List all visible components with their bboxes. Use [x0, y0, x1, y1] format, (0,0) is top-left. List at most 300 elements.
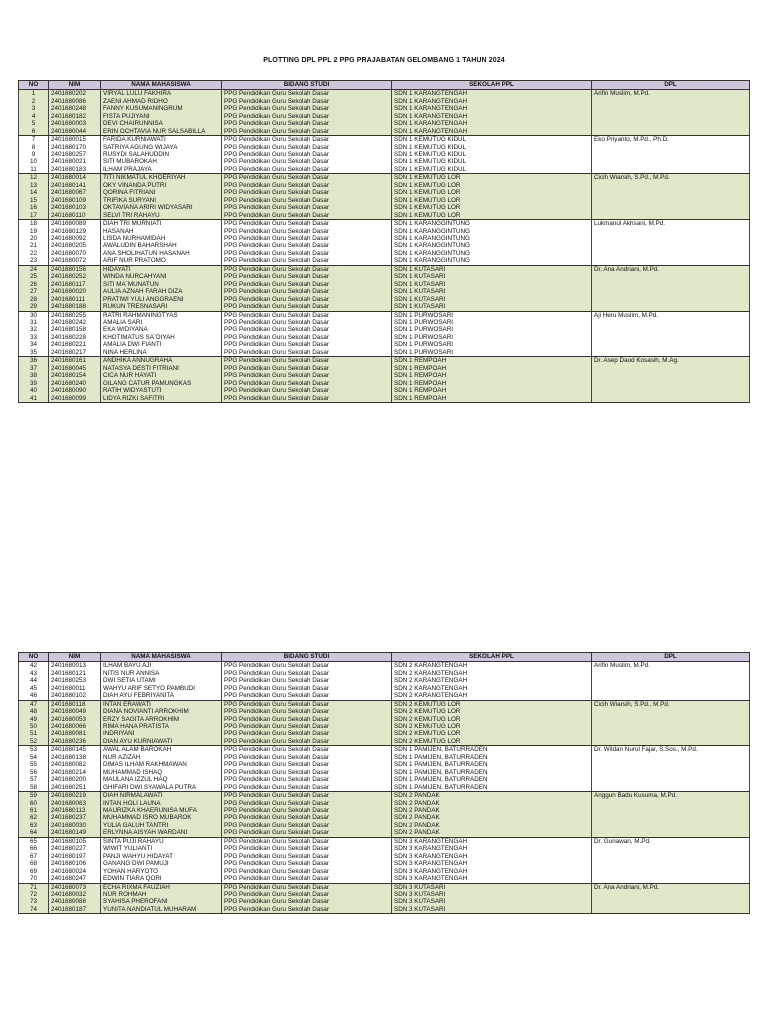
cell-nama-mahasiswa: FISTA PUJIYANI: [101, 113, 222, 120]
cell-nim: 2401680118: [49, 700, 101, 708]
cell-nim: 2401680032: [49, 891, 101, 898]
cell-bidang-studi: PPG Pendidikan Guru Sekolah Dasar: [222, 296, 392, 303]
cell-nim: 2401680129: [49, 228, 101, 235]
cell-nama-mahasiswa: SATRIYA AGUNG WIJAYA: [101, 144, 222, 151]
table-row: [19, 792, 750, 800]
cell-sekolah-ppl: SDN 1 KUTASARI: [392, 265, 592, 273]
cell-no: 39: [19, 380, 49, 387]
cell-nim: 2401680030: [49, 822, 101, 829]
cell-no: 50: [19, 723, 49, 730]
cell-dpl: Cicih Wiarsih, S.Pd., M.Pd.: [592, 174, 750, 220]
cell-bidang-studi: PPG Pendidikan Guru Sekolah Dasar: [222, 158, 392, 165]
cell-nama-mahasiswa: MAULANA IZZUL HAQ: [101, 776, 222, 783]
cell-bidang-studi: PPG Pendidikan Guru Sekolah Dasar: [222, 814, 392, 821]
table-row: [19, 883, 750, 891]
cell-no: 19: [19, 228, 49, 235]
cell-nim: 2401680110: [49, 212, 101, 220]
cell-bidang-studi: PPG Pendidikan Guru Sekolah Dasar: [222, 257, 392, 265]
cell-dpl: Dr. Wildan Nurul Fajar, S.Sos., M.Pd.: [592, 746, 750, 792]
cell-no: 21: [19, 242, 49, 249]
cell-nama-mahasiswa: WINDA NURCAHYANI: [101, 273, 222, 280]
cell-bidang-studi: PPG Pendidikan Guru Sekolah Dasar: [222, 883, 392, 891]
cell-bidang-studi: PPG Pendidikan Guru Sekolah Dasar: [222, 273, 392, 280]
cell-sekolah-ppl: SDN 3 KUTASARI: [392, 891, 592, 898]
cell-nim: 2401680182: [49, 113, 101, 120]
cell-sekolah-ppl: SDN 1 PAMIJEN, BATURRADEN: [392, 769, 592, 776]
cell-nim: 2401680090: [49, 387, 101, 394]
cell-bidang-studi: PPG Pendidikan Guru Sekolah Dasar: [222, 204, 392, 211]
cell-no: 7: [19, 136, 49, 144]
cell-bidang-studi: PPG Pendidikan Guru Sekolah Dasar: [222, 761, 392, 768]
header-nama-mahasiswa: NAMA MAHASISWA: [101, 653, 222, 662]
cell-bidang-studi: PPG Pendidikan Guru Sekolah Dasar: [222, 769, 392, 776]
cell-sekolah-ppl: SDN 1 PURWOSARI: [392, 311, 592, 319]
cell-bidang-studi: PPG Pendidikan Guru Sekolah Dasar: [222, 113, 392, 120]
cell-bidang-studi: PPG Pendidikan Guru Sekolah Dasar: [222, 784, 392, 792]
cell-sekolah-ppl: SDN 1 KEMUTUG KIDUL: [392, 158, 592, 165]
cell-no: 5: [19, 120, 49, 127]
cell-dpl: Dr. Gunawan, M.Pd.: [592, 837, 750, 883]
cell-bidang-studi: PPG Pendidikan Guru Sekolah Dasar: [222, 166, 392, 174]
cell-nama-mahasiswa: ZAENI AHMAD RIDHO: [101, 98, 222, 105]
cell-nim: 2401680221: [49, 341, 101, 348]
cell-nama-mahasiswa: NUR ROHMAH: [101, 891, 222, 898]
cell-sekolah-ppl: SDN 2 KEMUTUG LOR: [392, 723, 592, 730]
cell-bidang-studi: PPG Pendidikan Guru Sekolah Dasar: [222, 685, 392, 692]
cell-no: 26: [19, 281, 49, 288]
cell-sekolah-ppl: SDN 3 KARANGTENGAH: [392, 853, 592, 860]
cell-nim: 2401680066: [49, 723, 101, 730]
cell-sekolah-ppl: SDN 1 KARANGTENGAH: [392, 90, 592, 98]
cell-bidang-studi: PPG Pendidikan Guru Sekolah Dasar: [222, 380, 392, 387]
cell-bidang-studi: PPG Pendidikan Guru Sekolah Dasar: [222, 906, 392, 914]
header-dpl: DPL: [592, 81, 750, 90]
cell-nama-mahasiswa: AMALIA SARI: [101, 319, 222, 326]
cell-sekolah-ppl: SDN 1 KARANGTENGAH: [392, 113, 592, 120]
cell-nama-mahasiswa: VIRYAL LULU FAKHIRA: [101, 90, 222, 98]
cell-no: 73: [19, 898, 49, 905]
cell-nama-mahasiswa: SELVI TRI RAHAYU: [101, 212, 222, 220]
cell-sekolah-ppl: SDN 1 PURWOSARI: [392, 326, 592, 333]
cell-nim: 2401680214: [49, 769, 101, 776]
cell-nim: 2401680251: [49, 784, 101, 792]
cell-nama-mahasiswa: LISDA NURHAMIDAH: [101, 235, 222, 242]
cell-no: 53: [19, 746, 49, 754]
cell-no: 68: [19, 860, 49, 867]
table-header-row: [19, 81, 750, 90]
cell-nim: 2401680170: [49, 144, 101, 151]
cell-bidang-studi: PPG Pendidikan Guru Sekolah Dasar: [222, 357, 392, 365]
cell-nim: 2401680183: [49, 166, 101, 174]
cell-no: 59: [19, 792, 49, 800]
cell-no: 36: [19, 357, 49, 365]
cell-bidang-studi: PPG Pendidikan Guru Sekolah Dasar: [222, 387, 392, 394]
cell-bidang-studi: PPG Pendidikan Guru Sekolah Dasar: [222, 829, 392, 837]
cell-nim: 2401680045: [49, 365, 101, 372]
cell-no: 20: [19, 235, 49, 242]
cell-no: 74: [19, 906, 49, 914]
cell-sekolah-ppl: SDN 2 KARANGTENGAH: [392, 685, 592, 692]
cell-nama-mahasiswa: SINTA PUJI RAHAYU: [101, 837, 222, 845]
cell-nama-mahasiswa: RUKUN TRESNASARI: [101, 303, 222, 311]
cell-bidang-studi: PPG Pendidikan Guru Sekolah Dasar: [222, 319, 392, 326]
cell-sekolah-ppl: SDN 1 REMPOAH: [392, 372, 592, 379]
cell-sekolah-ppl: SDN 2 KEMUTUG LOR: [392, 700, 592, 708]
cell-bidang-studi: PPG Pendidikan Guru Sekolah Dasar: [222, 197, 392, 204]
cell-bidang-studi: PPG Pendidikan Guru Sekolah Dasar: [222, 723, 392, 730]
cell-no: 35: [19, 349, 49, 357]
header-nim: NIM: [49, 81, 101, 90]
table-row: [19, 311, 750, 319]
cell-nama-mahasiswa: RATRI RAHMANINGTYAS: [101, 311, 222, 319]
cell-dpl: Arifin Muslim, M.Pd.: [592, 662, 750, 700]
cell-sekolah-ppl: SDN 1 PURWOSARI: [392, 349, 592, 357]
cell-no: 12: [19, 174, 49, 182]
cell-bidang-studi: PPG Pendidikan Guru Sekolah Dasar: [222, 662, 392, 670]
cell-nim: 2401680117: [49, 281, 101, 288]
cell-bidang-studi: PPG Pendidikan Guru Sekolah Dasar: [222, 182, 392, 189]
cell-no: 13: [19, 182, 49, 189]
cell-nama-mahasiswa: NUR AZIZAH: [101, 754, 222, 761]
cell-nama-mahasiswa: DIMAS ILHAM RAKHMAWAN: [101, 761, 222, 768]
cell-nama-mahasiswa: CICA NUR HAYATI: [101, 372, 222, 379]
cell-sekolah-ppl: SDN 2 KEMUTUG LOR: [392, 708, 592, 715]
cell-bidang-studi: PPG Pendidikan Guru Sekolah Dasar: [222, 738, 392, 746]
cell-sekolah-ppl: SDN 1 PURWOSARI: [392, 334, 592, 341]
cell-no: 38: [19, 372, 49, 379]
header-bidang-studi: BIDANG STUDI: [222, 653, 392, 662]
cell-no: 17: [19, 212, 49, 220]
cell-sekolah-ppl: SDN 1 KARANGGINTUNG: [392, 235, 592, 242]
cell-nim: 2401680187: [49, 906, 101, 914]
cell-nama-mahasiswa: MAURIZKA KHAERUNISA MUFA: [101, 807, 222, 814]
cell-bidang-studi: PPG Pendidikan Guru Sekolah Dasar: [222, 700, 392, 708]
table-row: [19, 746, 750, 754]
cell-bidang-studi: PPG Pendidikan Guru Sekolah Dasar: [222, 716, 392, 723]
cell-sekolah-ppl: SDN 1 KEMUTUG KIDUL: [392, 151, 592, 158]
cell-bidang-studi: PPG Pendidikan Guru Sekolah Dasar: [222, 677, 392, 684]
cell-nim: 2401680013: [49, 662, 101, 670]
cell-nama-mahasiswa: YUNITA NANDIATUL MUHARAM: [101, 906, 222, 914]
cell-bidang-studi: PPG Pendidikan Guru Sekolah Dasar: [222, 128, 392, 136]
cell-nim: 2401680011: [49, 685, 101, 692]
cell-no: 15: [19, 197, 49, 204]
cell-no: 34: [19, 341, 49, 348]
cell-no: 64: [19, 829, 49, 837]
cell-nama-mahasiswa: MUHAMMAD ISRO MUBAROK: [101, 814, 222, 821]
cell-nim: 2401680240: [49, 380, 101, 387]
cell-nim: 2401680063: [49, 800, 101, 807]
table-body-2: [19, 662, 750, 914]
cell-no: 8: [19, 144, 49, 151]
cell-no: 71: [19, 883, 49, 891]
cell-nim: 2401680072: [49, 257, 101, 265]
cell-sekolah-ppl: SDN 2 PANDAK: [392, 814, 592, 821]
cell-nama-mahasiswa: DIAN AYU KURNIAWATI: [101, 738, 222, 746]
cell-nama-mahasiswa: WAHYU ARIF SETYO PAMBUDI: [101, 685, 222, 692]
cell-no: 33: [19, 334, 49, 341]
cell-bidang-studi: PPG Pendidikan Guru Sekolah Dasar: [222, 365, 392, 372]
cell-nim: 2401680202: [49, 90, 101, 98]
cell-bidang-studi: PPG Pendidikan Guru Sekolah Dasar: [222, 891, 392, 898]
cell-nama-mahasiswa: DIAH TRI MURNIATI: [101, 220, 222, 228]
cell-sekolah-ppl: SDN 2 PANDAK: [392, 822, 592, 829]
cell-bidang-studi: PPG Pendidikan Guru Sekolah Dasar: [222, 303, 392, 311]
cell-sekolah-ppl: SDN 1 REMPOAH: [392, 365, 592, 372]
cell-bidang-studi: PPG Pendidikan Guru Sekolah Dasar: [222, 754, 392, 761]
cell-bidang-studi: PPG Pendidikan Guru Sekolah Dasar: [222, 807, 392, 814]
cell-nama-mahasiswa: AWALUDIN BAHARSHAH: [101, 242, 222, 249]
cell-no: 44: [19, 677, 49, 684]
cell-no: 56: [19, 769, 49, 776]
cell-sekolah-ppl: SDN 2 KARANGTENGAH: [392, 670, 592, 677]
cell-nama-mahasiswa: PRATIWI YULI ANGGRAENI: [101, 296, 222, 303]
cell-sekolah-ppl: SDN 1 PURWOSARI: [392, 319, 592, 326]
cell-sekolah-ppl: SDN 1 PAMIJEN, BATURRADEN: [392, 784, 592, 792]
cell-nama-mahasiswa: ANA SHOLIHATUN HASANAH: [101, 250, 222, 257]
cell-bidang-studi: PPG Pendidikan Guru Sekolah Dasar: [222, 90, 392, 98]
cell-sekolah-ppl: SDN 1 KUTASARI: [392, 288, 592, 295]
cell-nim: 2401680073: [49, 883, 101, 891]
cell-no: 51: [19, 730, 49, 737]
cell-nama-mahasiswa: SYAHISA PHEROFANI: [101, 898, 222, 905]
cell-no: 24: [19, 265, 49, 273]
cell-dpl: Dr. Ana Andriani, M.Pd.: [592, 883, 750, 914]
cell-nama-mahasiswa: FANNY KUSUMANINGRUM: [101, 105, 222, 112]
cell-nim: 2401680021: [49, 158, 101, 165]
cell-no: 3: [19, 105, 49, 112]
header-dpl: DPL: [592, 653, 750, 662]
cell-no: 14: [19, 189, 49, 196]
cell-nama-mahasiswa: ECHA RIXMA FAUZIAH: [101, 883, 222, 891]
cell-sekolah-ppl: SDN 1 KARANGTENGAH: [392, 120, 592, 127]
cell-no: 4: [19, 113, 49, 120]
cell-no: 16: [19, 204, 49, 211]
cell-no: 48: [19, 708, 49, 715]
cell-sekolah-ppl: SDN 2 KARANGTENGAH: [392, 662, 592, 670]
cell-no: 6: [19, 128, 49, 136]
header-nama-mahasiswa: NAMA MAHASISWA: [101, 81, 222, 90]
cell-sekolah-ppl: SDN 1 KEMUTUG KIDUL: [392, 136, 592, 144]
cell-nama-mahasiswa: ANDHIKA ANNUGRAHA: [101, 357, 222, 365]
cell-nim: 2401680088: [49, 898, 101, 905]
cell-nim: 2401680102: [49, 692, 101, 700]
cell-bidang-studi: PPG Pendidikan Guru Sekolah Dasar: [222, 265, 392, 273]
cell-nama-mahasiswa: SITI MUBAROKAH: [101, 158, 222, 165]
cell-nama-mahasiswa: ARIF NUR PRATOMO: [101, 257, 222, 265]
cell-nama-mahasiswa: PANJI WAHYU HIDAYAT: [101, 853, 222, 860]
cell-dpl: Cicih Wiarsih, S.Pd., M.Pd.: [592, 700, 750, 746]
cell-nama-mahasiswa: INDRIYANI: [101, 730, 222, 737]
cell-bidang-studi: PPG Pendidikan Guru Sekolah Dasar: [222, 746, 392, 754]
cell-sekolah-ppl: SDN 1 PAMIJEN, BATURRADEN: [392, 746, 592, 754]
cell-nama-mahasiswa: EKA WIDIYANA: [101, 326, 222, 333]
header-sekolah-ppl: SEKOLAH PPL: [392, 81, 592, 90]
cell-no: 72: [19, 891, 49, 898]
cell-no: 47: [19, 700, 49, 708]
cell-bidang-studi: PPG Pendidikan Guru Sekolah Dasar: [222, 898, 392, 905]
cell-nama-mahasiswa: HASANAH: [101, 228, 222, 235]
cell-nama-mahasiswa: RATIH WIDYASTUTI: [101, 387, 222, 394]
cell-sekolah-ppl: SDN 1 KARANGTENGAH: [392, 128, 592, 136]
cell-sekolah-ppl: SDN 1 PAMIJEN, BATURRADEN: [392, 754, 592, 761]
cell-bidang-studi: PPG Pendidikan Guru Sekolah Dasar: [222, 144, 392, 151]
cell-nama-mahasiswa: DIANA NOVIANTI ARROKHIM: [101, 708, 222, 715]
cell-dpl: Arifin Muslim, M.Pd.: [592, 90, 750, 136]
cell-bidang-studi: PPG Pendidikan Guru Sekolah Dasar: [222, 792, 392, 800]
cell-nim: 2401680248: [49, 105, 101, 112]
cell-bidang-studi: PPG Pendidikan Guru Sekolah Dasar: [222, 837, 392, 845]
cell-nama-mahasiswa: DIAH AYU FEBRIYANITA: [101, 692, 222, 700]
cell-bidang-studi: PPG Pendidikan Guru Sekolah Dasar: [222, 174, 392, 182]
cell-nama-mahasiswa: EDWIN TIARA QORI: [101, 875, 222, 883]
cell-bidang-studi: PPG Pendidikan Guru Sekolah Dasar: [222, 692, 392, 700]
cell-sekolah-ppl: SDN 1 KARANGGINTUNG: [392, 220, 592, 228]
cell-nim: 2401680149: [49, 829, 101, 837]
cell-nim: 2401680236: [49, 738, 101, 746]
cell-nim: 2401680156: [49, 265, 101, 273]
cell-nim: 2401680106: [49, 860, 101, 867]
cell-sekolah-ppl: SDN 1 PAMIJEN, BATURRADEN: [392, 761, 592, 768]
plotting-table-1: [18, 80, 750, 403]
cell-nama-mahasiswa: QORINA FITRIANI: [101, 189, 222, 196]
cell-nama-mahasiswa: SITI MA`MUNATUN: [101, 281, 222, 288]
cell-nim: 2401680081: [49, 730, 101, 737]
cell-nim: 2401680082: [49, 761, 101, 768]
cell-no: 52: [19, 738, 49, 746]
table-row: [19, 837, 750, 845]
table-row: [19, 90, 750, 98]
cell-bidang-studi: PPG Pendidikan Guru Sekolah Dasar: [222, 868, 392, 875]
cell-sekolah-ppl: SDN 3 KUTASARI: [392, 898, 592, 905]
cell-nim: 2401680252: [49, 273, 101, 280]
table-row: [19, 700, 750, 708]
cell-bidang-studi: PPG Pendidikan Guru Sekolah Dasar: [222, 349, 392, 357]
cell-nim: 2401680070: [49, 250, 101, 257]
cell-nim: 2401680161: [49, 357, 101, 365]
cell-nim: 2401680109: [49, 197, 101, 204]
cell-nama-mahasiswa: NINA HERLINA: [101, 349, 222, 357]
header-no: NO: [19, 81, 49, 90]
cell-nama-mahasiswa: NATASYA DESTI FITRIANI: [101, 365, 222, 372]
cell-bidang-studi: PPG Pendidikan Guru Sekolah Dasar: [222, 220, 392, 228]
cell-nama-mahasiswa: LIDYA RIZKI SAFITRI: [101, 395, 222, 403]
cell-sekolah-ppl: SDN 3 KARANGTENGAH: [392, 860, 592, 867]
cell-bidang-studi: PPG Pendidikan Guru Sekolah Dasar: [222, 860, 392, 867]
cell-nama-mahasiswa: DIAH NIRMALAWATI: [101, 792, 222, 800]
cell-bidang-studi: PPG Pendidikan Guru Sekolah Dasar: [222, 212, 392, 220]
cell-no: 67: [19, 853, 49, 860]
cell-no: 69: [19, 868, 49, 875]
cell-no: 65: [19, 837, 49, 845]
cell-sekolah-ppl: SDN 1 KARANGGINTUNG: [392, 250, 592, 257]
cell-bidang-studi: PPG Pendidikan Guru Sekolah Dasar: [222, 334, 392, 341]
cell-nim: 2401680154: [49, 372, 101, 379]
cell-dpl: Anggun Badu Kusuma, M.Pd.: [592, 792, 750, 838]
cell-nama-mahasiswa: RIMA HANA PRATISTA: [101, 723, 222, 730]
cell-sekolah-ppl: SDN 1 KUTASARI: [392, 296, 592, 303]
cell-nim: 2401680003: [49, 120, 101, 127]
cell-bidang-studi: PPG Pendidikan Guru Sekolah Dasar: [222, 326, 392, 333]
cell-nama-mahasiswa: YULIA GALUH TANTRI: [101, 822, 222, 829]
cell-no: 43: [19, 670, 49, 677]
cell-sekolah-ppl: SDN 2 KEMUTUG LOR: [392, 716, 592, 723]
cell-nama-mahasiswa: KHOTIMATUS SA`DIYAH: [101, 334, 222, 341]
cell-no: 1: [19, 90, 49, 98]
cell-nama-mahasiswa: MUHAMMAD ISHAQ: [101, 769, 222, 776]
cell-sekolah-ppl: SDN 2 KEMUTUG LOR: [392, 738, 592, 746]
cell-nim: 2401680219: [49, 792, 101, 800]
cell-nama-mahasiswa: AWAL ALAM BAROKAH: [101, 746, 222, 754]
cell-sekolah-ppl: SDN 2 KARANGTENGAH: [392, 692, 592, 700]
cell-nim: 2401680092: [49, 235, 101, 242]
cell-nama-mahasiswa: TITI NIKMATUL KHOERIYAH: [101, 174, 222, 182]
cell-sekolah-ppl: SDN 1 KEMUTUG LOR: [392, 182, 592, 189]
cell-nim: 2401680121: [49, 670, 101, 677]
cell-nama-mahasiswa: DEVI CHAIRUNNISA: [101, 120, 222, 127]
cell-sekolah-ppl: SDN 1 KARANGGINTUNG: [392, 257, 592, 265]
cell-nama-mahasiswa: HIDAYATI: [101, 265, 222, 273]
cell-nim: 2401680138: [49, 754, 101, 761]
cell-sekolah-ppl: SDN 1 REMPOAH: [392, 380, 592, 387]
cell-sekolah-ppl: SDN 1 PAMIJEN, BATURRADEN: [392, 776, 592, 783]
cell-bidang-studi: PPG Pendidikan Guru Sekolah Dasar: [222, 288, 392, 295]
cell-sekolah-ppl: SDN 1 KUTASARI: [392, 303, 592, 311]
cell-sekolah-ppl: SDN 1 KUTASARI: [392, 281, 592, 288]
cell-bidang-studi: PPG Pendidikan Guru Sekolah Dasar: [222, 250, 392, 257]
cell-nim: 2401680228: [49, 334, 101, 341]
cell-nama-mahasiswa: NITIS NUR ANNISA: [101, 670, 222, 677]
table-row: [19, 136, 750, 144]
cell-nim: 2401680014: [49, 174, 101, 182]
cell-nim: 2401680024: [49, 868, 101, 875]
cell-no: 23: [19, 257, 49, 265]
cell-no: 61: [19, 807, 49, 814]
cell-sekolah-ppl: SDN 2 PANDAK: [392, 800, 592, 807]
cell-no: 29: [19, 303, 49, 311]
cell-sekolah-ppl: SDN 1 KEMUTUG LOR: [392, 189, 592, 196]
cell-no: 60: [19, 800, 49, 807]
cell-bidang-studi: PPG Pendidikan Guru Sekolah Dasar: [222, 105, 392, 112]
cell-nama-mahasiswa: ERZY SAGITA ARROKHIM: [101, 716, 222, 723]
cell-no: 25: [19, 273, 49, 280]
cell-bidang-studi: PPG Pendidikan Guru Sekolah Dasar: [222, 776, 392, 783]
cell-no: 58: [19, 784, 49, 792]
cell-sekolah-ppl: SDN 2 PANDAK: [392, 829, 592, 837]
cell-nim: 2401680197: [49, 853, 101, 860]
cell-sekolah-ppl: SDN 1 REMPOAH: [392, 357, 592, 365]
cell-no: 18: [19, 220, 49, 228]
header-sekolah-ppl: SEKOLAH PPL: [392, 653, 592, 662]
header-bidang-studi: BIDANG STUDI: [222, 81, 392, 90]
cell-dpl: Aji Heru Muslim, M.Pd.: [592, 311, 750, 357]
cell-bidang-studi: PPG Pendidikan Guru Sekolah Dasar: [222, 708, 392, 715]
cell-sekolah-ppl: SDN 2 PANDAK: [392, 807, 592, 814]
cell-nim: 2401680205: [49, 242, 101, 249]
cell-dpl: Dr. Ana Andriani, M.Pd.: [592, 265, 750, 311]
cell-sekolah-ppl: SDN 1 KEMUTUG KIDUL: [392, 166, 592, 174]
cell-nim: 2401680200: [49, 776, 101, 783]
cell-bidang-studi: PPG Pendidikan Guru Sekolah Dasar: [222, 235, 392, 242]
cell-nim: 2401680158: [49, 326, 101, 333]
table-row: [19, 220, 750, 228]
cell-no: 49: [19, 716, 49, 723]
cell-no: 32: [19, 326, 49, 333]
cell-bidang-studi: PPG Pendidikan Guru Sekolah Dasar: [222, 670, 392, 677]
cell-nim: 2401680099: [49, 395, 101, 403]
cell-sekolah-ppl: SDN 2 PANDAK: [392, 792, 592, 800]
cell-nim: 2401680103: [49, 204, 101, 211]
